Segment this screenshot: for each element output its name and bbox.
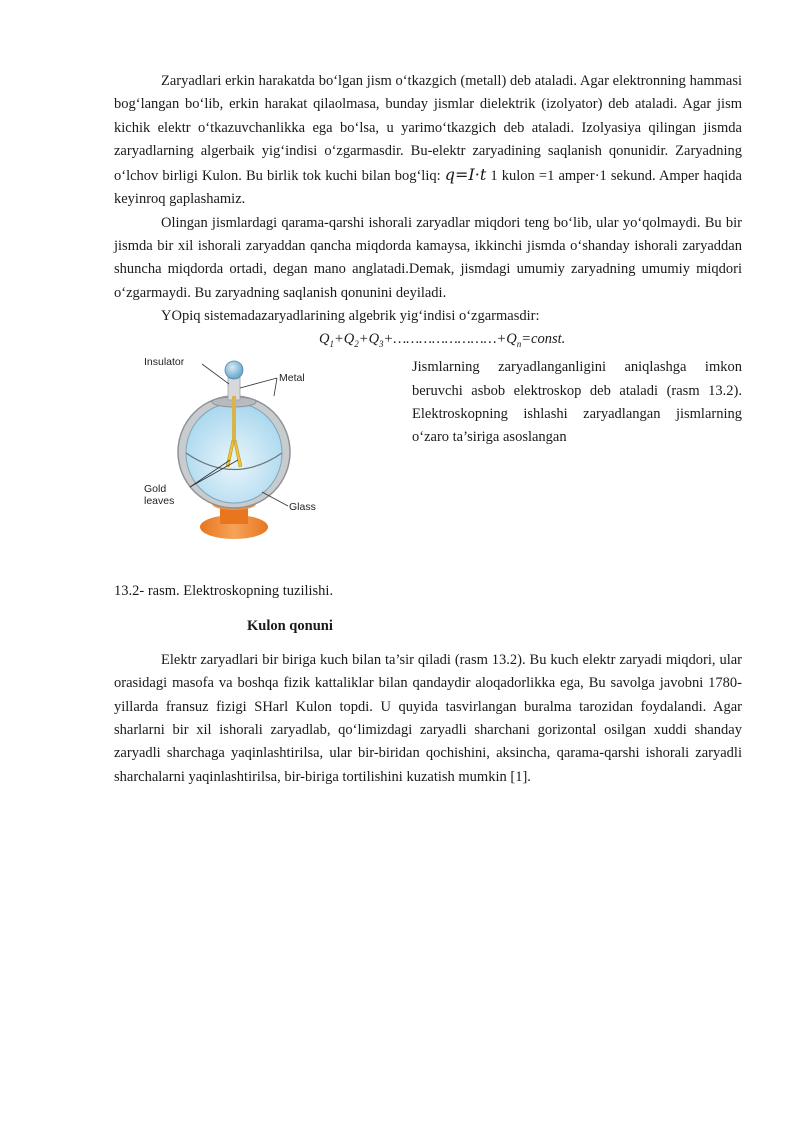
paragraph-4: Elektr zaryadlari bir biriga kuch bilan ta’sir qiladi (rasm 13.2). Bu kuch elektr zaryadi miqdori, ular orasidagi masofa va boshqa fizik kattaliklar bilan qandaydir aloqadorlikka ega, Bu savolga javobni 1780-yillarda fransuz fizigi SHarl Kulon topdi. U quyida tasvirlangan buralma tarozidan foydalandi. Agar sharlarni bir xil ishorali zaryadlab, qo‘limizdagi zaryadli sharchani gorizontal osilgan xuddi shanday zaryadli sharchaga yaqinlashtirilsa, ular bir-biridan qochishini, aksincha, qarama-qarshi ishorali zaryadli sharchalarni yaqinlashtirilsa, bir-biriga tortilishini kuzatish mumkin [1].: [114, 652, 742, 785]
charge-formula: q=I·t: [444, 165, 487, 185]
section-heading: Kulon qonuni: [247, 617, 333, 634]
label-insulator: Insulator: [144, 356, 185, 369]
figure-row: [114, 356, 742, 552]
document-page: [114, 70, 742, 789]
label-leaves: leaves: [144, 495, 175, 508]
label-glass: Glass: [289, 501, 316, 514]
figure-side-text: Jismlarning zaryadlanganligini aniqlashga imkon beruvchi asbob elektroskop deb ataladi (rasm 13.2). Elektroskopning ishlashi zaryadlangan jismlarning o‘zaro ta’siriga asoslangan: [412, 359, 742, 446]
conservation-formula: [114, 328, 742, 356]
electroscope-figure: [142, 356, 347, 552]
figure-caption: 13.2- rasm. Elektroskopning tuzilishi.: [114, 583, 334, 600]
paragraph-3: YOpiq sistemadazaryadlarining algebrik yig‘indisi o‘zgarmasdir:: [161, 307, 540, 324]
paragraph-1-text-b: 1 kulon =1 amper·1 sekund. Amper haqida keyinroq gaplashamiz.: [114, 168, 742, 208]
paragraph-2: Olingan jismlardagi qarama-qarshi ishorali zaryadlar miqdori teng bo‘lib, ular yo‘qolmaydi. Bu bir jismda bir xil ishorali zaryaddan qancha miqdorda kamaysa, ikkinchi jismda o‘shanday ishorali zaryaddan shuncha miqdorda ortadi, degan mano anglatadi.Demak, jismdagi umumiy zaryadning umumiy miqdori o‘zgarmaydi. Bu zaryadning saqlanish qonunini deyiladi.: [114, 214, 742, 301]
paragraph-1-text-a: Zaryadlari erkin harakatda bo‘lgan jism o‘tkazgich (metall) deb ataladi. Agar elektronning hammasi bog‘langan bo‘lib, erkin harakat qilaolmasa, bunday jismlar dielektrik (izolyator) deb ataladi. Agar jism kichik elektr o‘tkazuvchanlikka ega bo‘lsa, u yarimo‘tkazgich deb ataladi. Izolyasiya qilingan jismda zaryadlarning algerbaik yig‘indisi o‘zgarmasdir. Bu-elektr zaryadining saqlanish qonunidir. Zaryadning o‘lchov birligi Kulon. Bu birlik tok kuchi bilan bog‘liq:: [114, 73, 742, 185]
label-gold: Gold: [144, 483, 167, 496]
label-metal: Metal: [279, 372, 305, 385]
paragraph-1: [114, 70, 742, 212]
conservation-formula-text: $Q_1+Q_2+Q_3+\dots\dots\dots\dots\dots\dots\dots\dots+Q_n=const$.: [319, 331, 566, 350]
